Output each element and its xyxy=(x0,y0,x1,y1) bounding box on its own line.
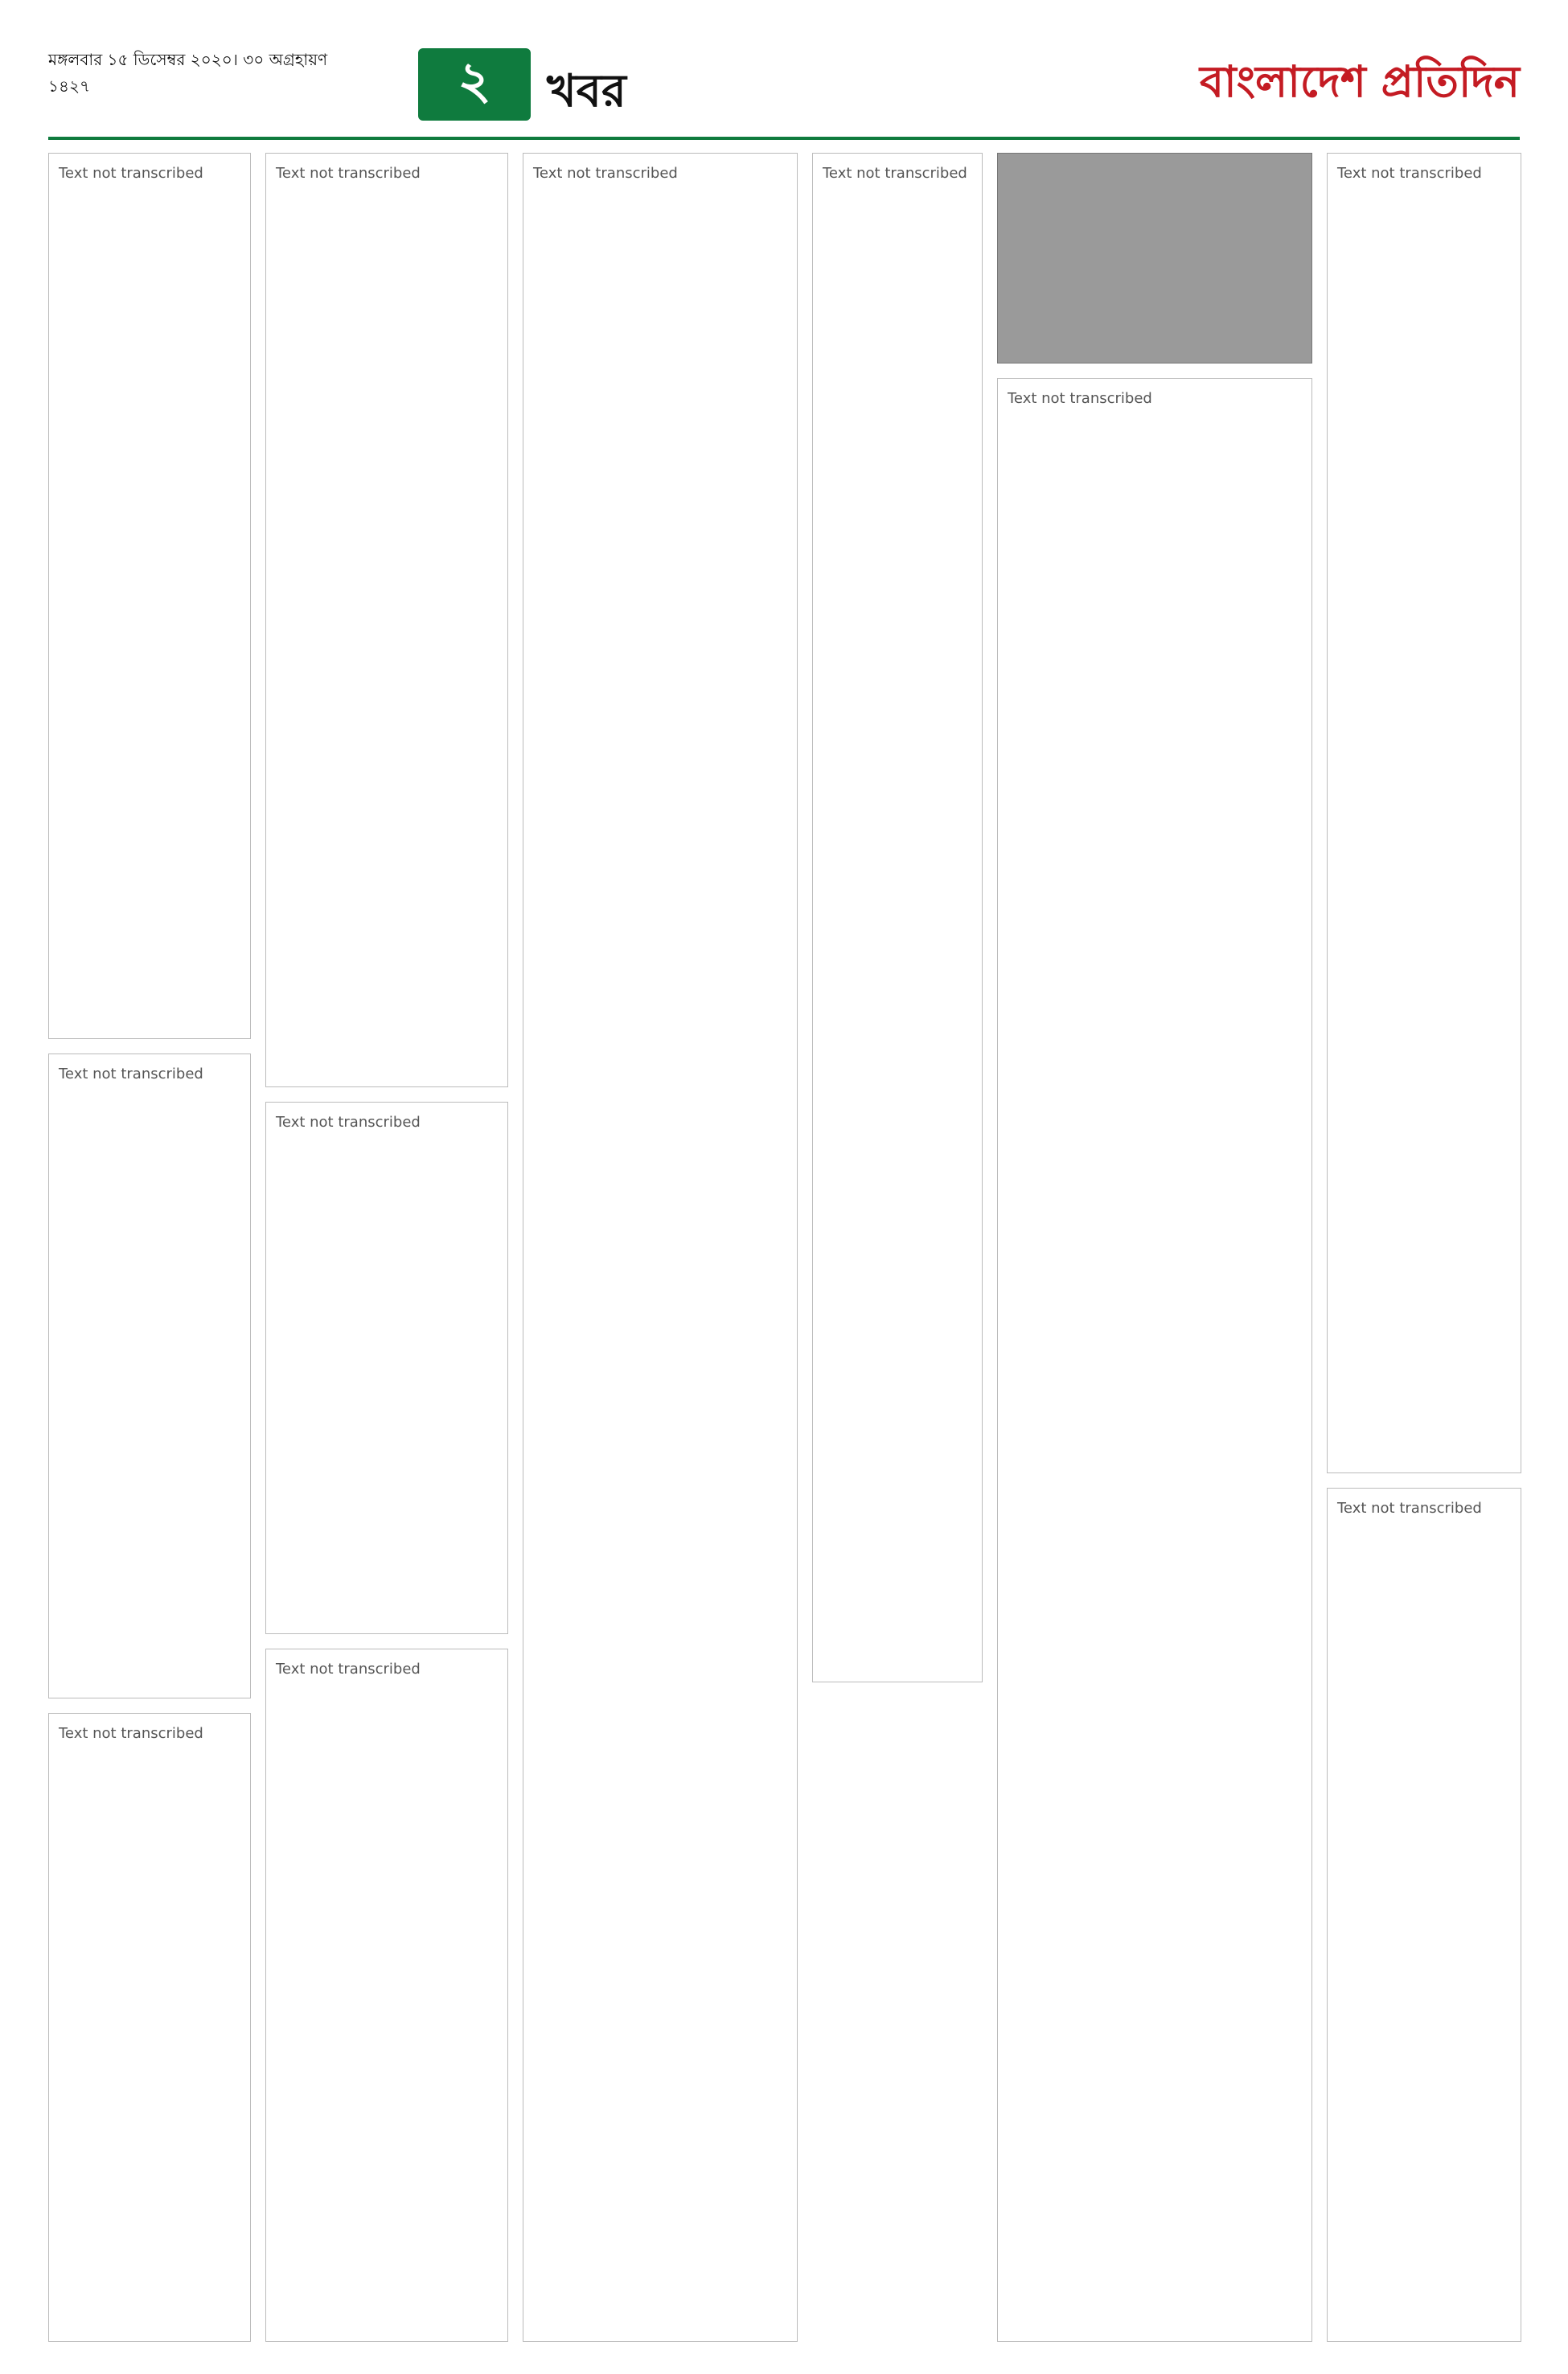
block-status: Text not transcribed xyxy=(1337,1500,1482,1517)
logo-text: বাংলাদেশ প্রতিদিন xyxy=(1200,55,1520,107)
block-status: Text not transcribed xyxy=(276,1114,421,1131)
date-line: মঙ্গলবার ১৫ ডিসেম্বর ২০২০। ৩০ অগ্রহায়ণ ১৪২৭ xyxy=(48,50,328,96)
section-label: খবর xyxy=(547,64,626,117)
block-status: Text not transcribed xyxy=(276,1661,421,1678)
block-status: Text not transcribed xyxy=(823,165,967,182)
block-status: Text not transcribed xyxy=(59,1066,203,1082)
article-col4-lower xyxy=(997,378,1312,2342)
top-rule xyxy=(48,137,1520,140)
photo-animal-capture xyxy=(997,153,1312,363)
block-status: Text not transcribed xyxy=(59,1725,203,1742)
block-status: Text not transcribed xyxy=(1337,165,1482,182)
article-col3-main xyxy=(523,153,798,2342)
block-status: Text not transcribed xyxy=(276,165,421,182)
classifieds-misc xyxy=(48,1713,251,2342)
article-col4-top xyxy=(812,153,983,1682)
block-status: Text not transcribed xyxy=(1008,390,1152,407)
article-col2-bottom xyxy=(265,1649,508,2342)
article-col5-top xyxy=(1327,153,1521,1473)
block-status: Text not transcribed xyxy=(59,165,203,182)
classifieds-buy-sell xyxy=(48,1054,251,1698)
article-col2-top xyxy=(265,153,508,1087)
block-status: Text not transcribed xyxy=(533,165,678,182)
article-col5-lower xyxy=(1327,1488,1521,2342)
newspaper-logo xyxy=(1182,48,1520,129)
masthead xyxy=(48,48,1520,129)
article-col2-mid xyxy=(265,1102,508,1634)
classifieds-job xyxy=(48,153,251,1039)
page-number: ২ xyxy=(418,48,531,121)
